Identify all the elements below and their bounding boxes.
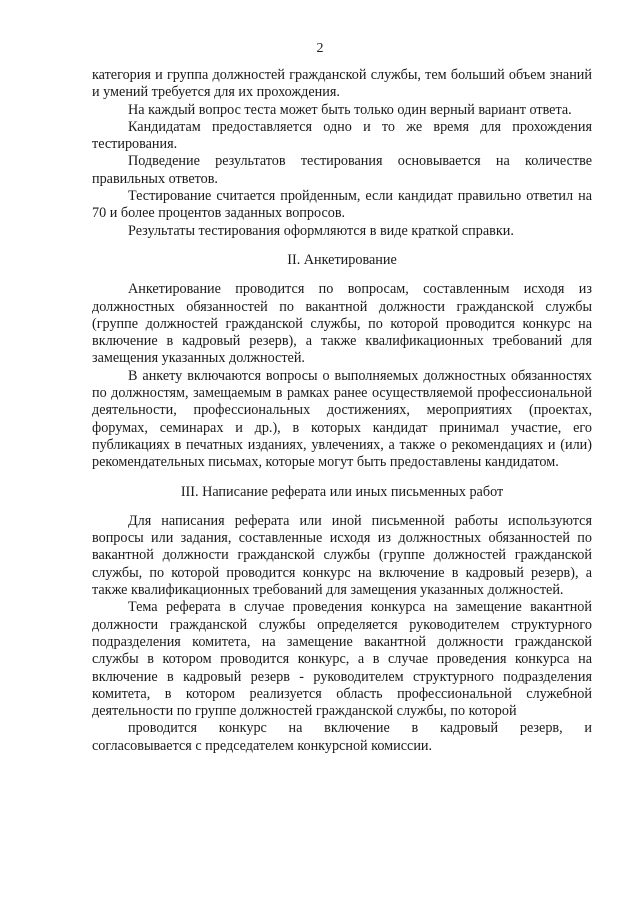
paragraph: Результаты тестирования оформляются в виде краткой справки.	[128, 222, 514, 239]
paragraph: проводится конкурс на включение в кадровый резерв, и	[128, 720, 592, 737]
paragraph: В анкету включаются вопросы о выполняемых должностных обязанностях по должностям, замещаемым в рамках ранее осуществляемой профессиональной деятельности, профессиональных достижениях, мероприятиях (проектах, форумах, семинарах и др.), в которых кандидат принимал участие, его публикациях в печатных изданиях, увлечениях, а также о рекомендациях и (или) рекомендательных письмах, которые могут быть предоставлены кандидатом.	[92, 367, 592, 471]
paragraph: Тема реферата в случае проведения конкурса на замещение вакантной должности гражданской службы определяется руководителем структурного подразделения комитета, на замещение вакантной должности гражданской службы в котором проводится конкурс, а в случае проведения конкурса на включение в кадровый резерв - руководителем структурного подразделения комитета, в котором реализуется область профессиональной служебной деятельности по группе должностей гражданской службы, по которой	[92, 599, 592, 720]
paragraph: На каждый вопрос теста может быть только один верный вариант ответа.	[128, 101, 572, 118]
paragraph: согласовывается с председателем конкурсной комиссии.	[92, 737, 433, 754]
paragraph: категория и группа должностей гражданской службы, тем больший объем знаний и умений требуется для их прохождения.	[92, 67, 592, 101]
section-heading: III. Написание реферата или иных письменных работ	[180, 483, 504, 500]
paragraph: Тестирование считается пройденным, если кандидат правильно ответил на 70 и более процентов заданных вопросов.	[92, 188, 592, 222]
paragraph: Для написания реферата или иной письменной работы используются вопросы или задания, составленные исходя из должностных обязанностей по вакантной должности гражданской службы (группе должностей гражданской службы, по которой проводится конкурс на включение в кадровый резерв), а также квалификационных требований для замещения указанных должностей.	[92, 512, 592, 599]
page-number: 2	[316, 41, 324, 56]
paragraph: Анкетирование проводится по вопросам, составленным исходя из должностных обязанностей по вакантной должности гражданской службы (группе должностей гражданской службы, по которой проводится конкурс на включение в кадровый резерв), а также квалификационных требований для замещения указанных должностей.	[92, 281, 592, 367]
section-heading: II. Анкетирование	[287, 251, 397, 268]
paragraph: Кандидатам предоставляется одно и то же время для прохождения тестирования.	[92, 118, 592, 153]
document-body	[92, 67, 592, 755]
paragraph: Подведение результатов тестирования основывается на количестве правильных ответов.	[92, 153, 592, 187]
